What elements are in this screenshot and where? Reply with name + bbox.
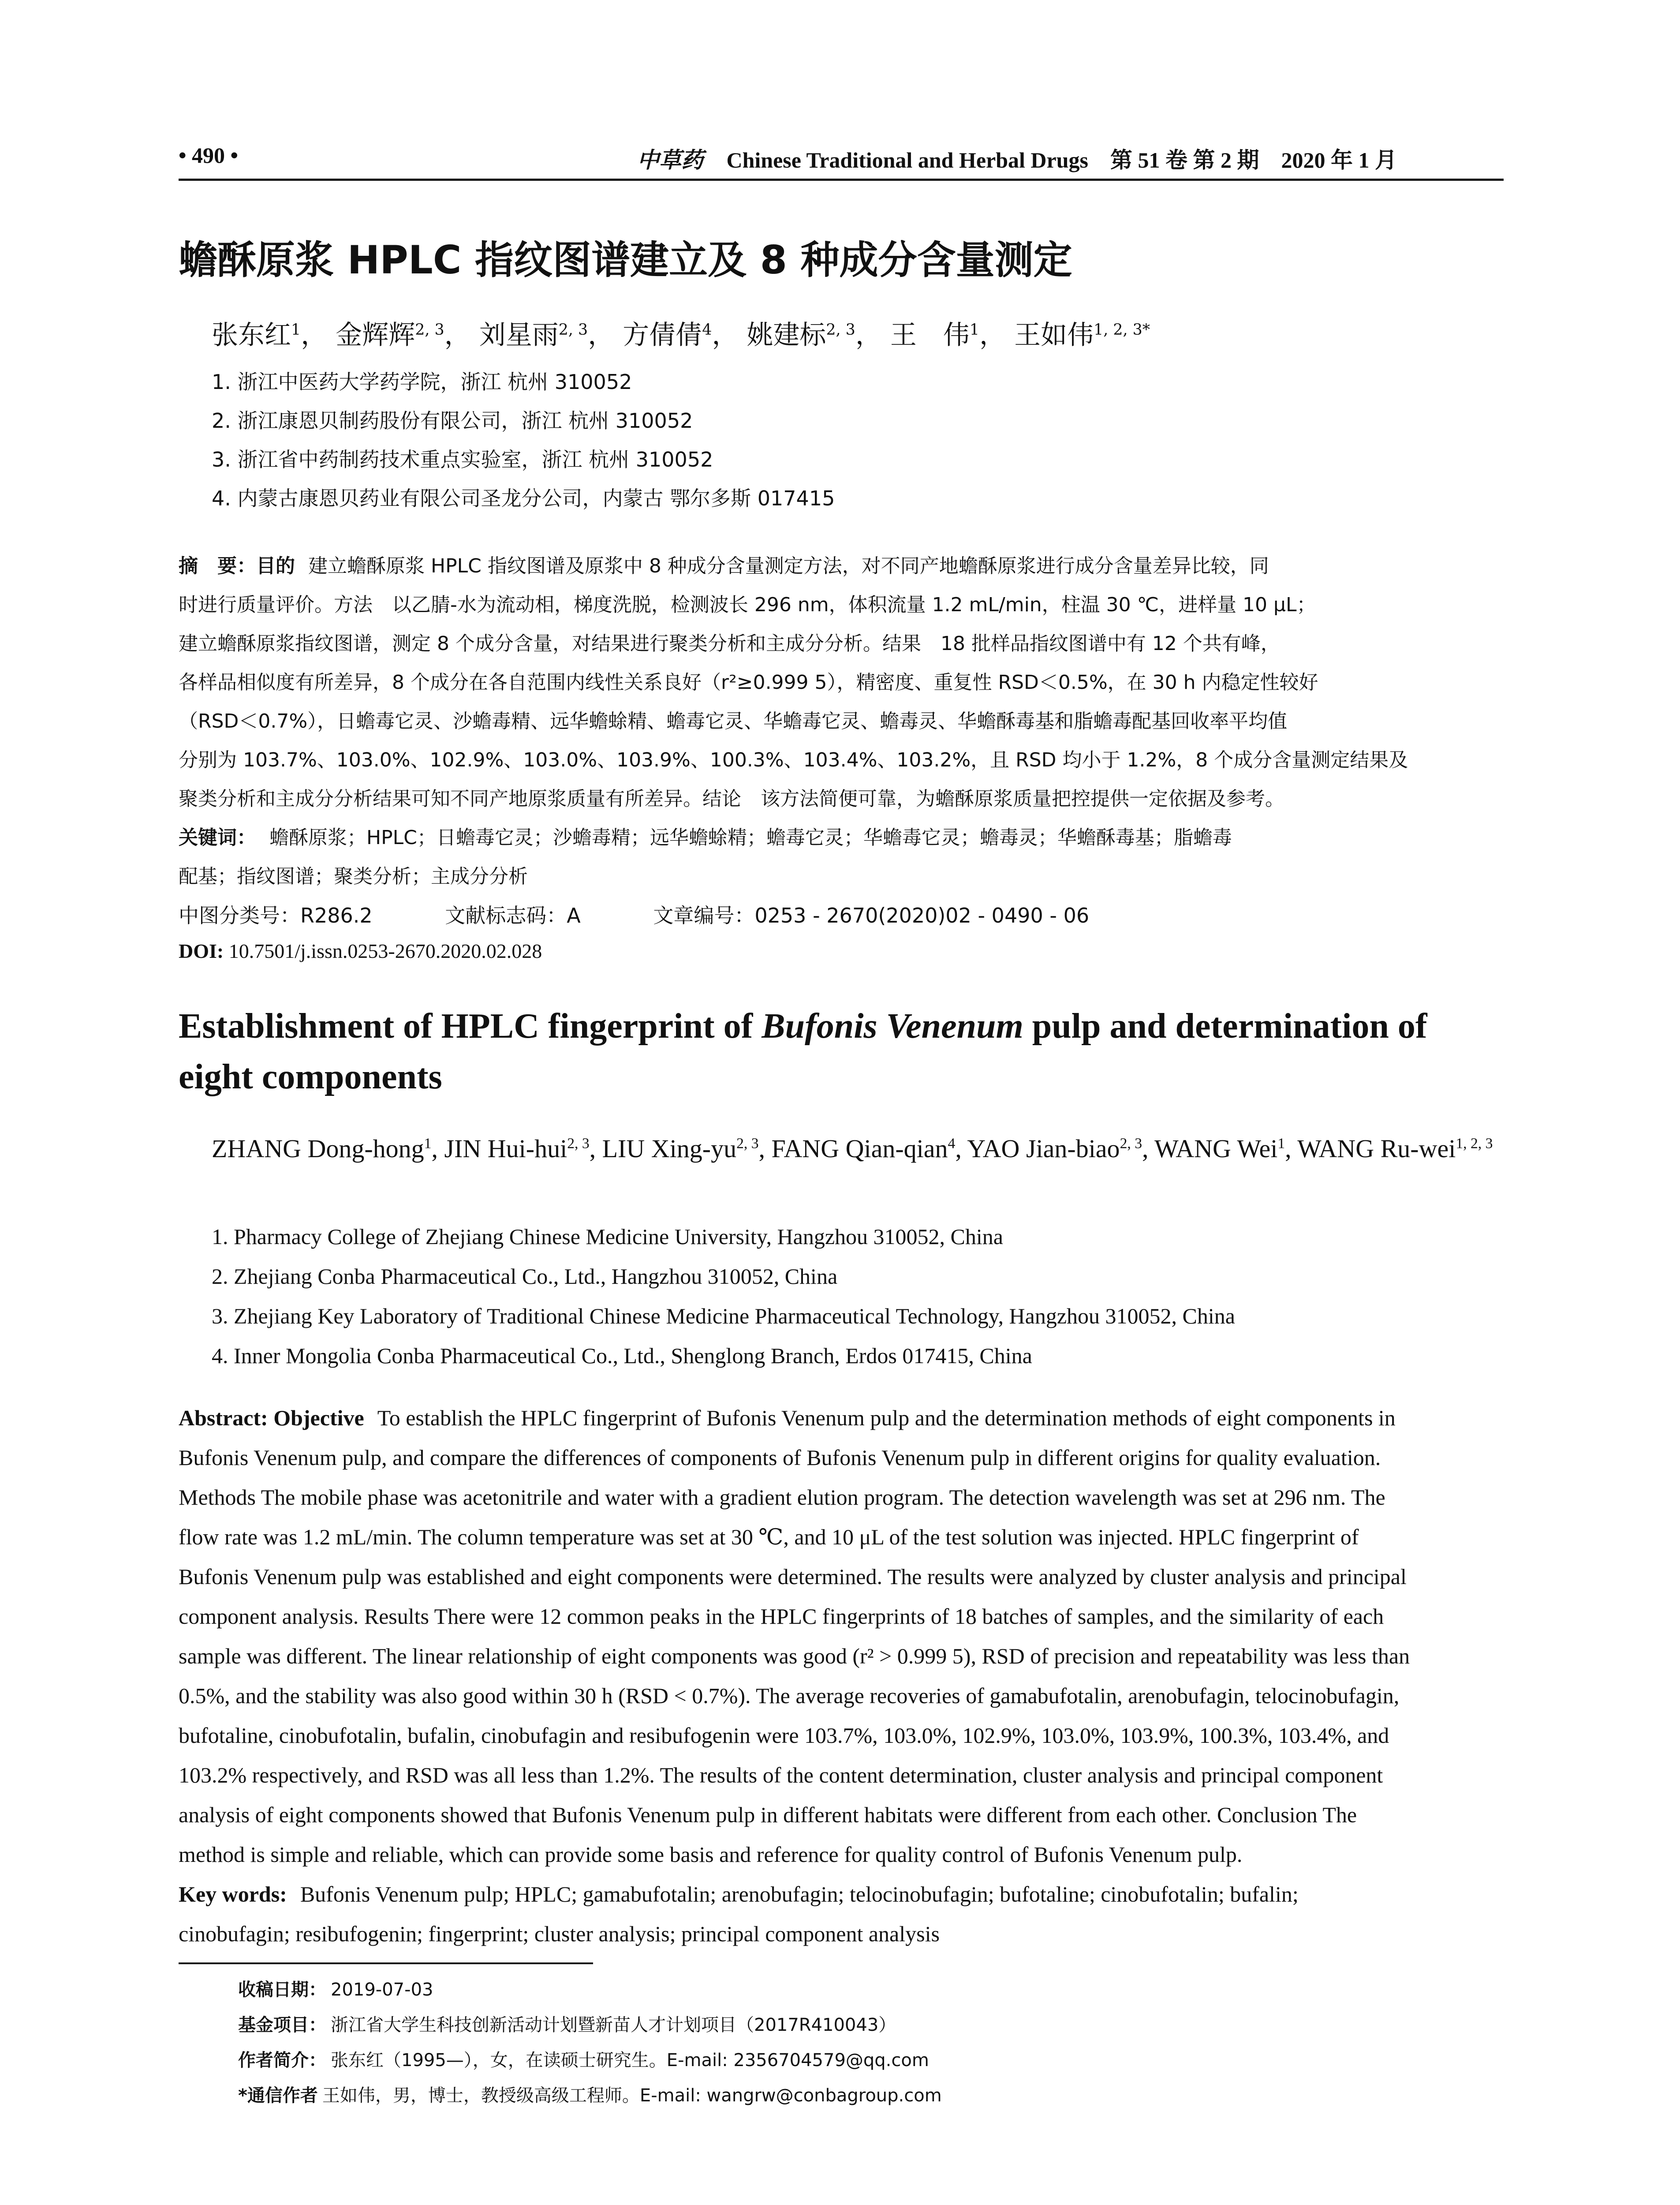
- classification-row: [179, 900, 1155, 929]
- chinese-affiliation: 1. 浙江中医药大学药学院，浙江 杭州 310052: [212, 370, 632, 394]
- footnote-author-bio: 作者简介： 张东红（1995—），女，在读硕士研究生。E-mail: 2356704579@qq.com: [238, 2050, 929, 2070]
- footnote-divider: [179, 1962, 593, 1964]
- author: WANG Wei$^1$: [1154, 1134, 1285, 1163]
- english-affiliation: 2. Zhejiang Conba Pharmaceutical Co., Ltd., Hangzhou 310052, China: [212, 1264, 838, 1289]
- footnote-corresponding: *通信作者 王如伟，男，博士，教授级高级工程师。E-mail: wangrw@conbagroup.com: [238, 2085, 942, 2106]
- author: 方倩倩$^4$: [623, 320, 712, 351]
- english-affiliation: 3. Zhejiang Key Laboratory of Traditional Chinese Medicine Pharmaceutical Technology, Hangzhou 310052, China: [212, 1304, 1235, 1328]
- author: 王如伟$^{1, 2, 3*}$: [1014, 320, 1150, 351]
- footnote-funding: 基金项目： 浙江省大学生科技创新活动计划暨新苗人才计划项目（2017R410043）: [238, 2015, 896, 2035]
- journal-info: Chinese Traditional and Herbal Drugs 第 51 卷 第 2 期 2020 年 1 月: [726, 148, 1397, 172]
- chinese-abstract: 摘 要：目的 建立蟾酥原浆 HPLC 指纹图谱及原浆中 8 种成分含量测定方法，对不同产地蟾酥原浆进行成分含量差异比较，同 时进行质量评价。方法 以乙腈-水为流动相，梯度洗脱，检测波长 296 nm，体积流量 1.2 mL/min，柱温 30 ℃，进样量 10 μL； 建立蟾酥原浆指纹图谱，测定 8 个成分含量，对结果进行聚类分析和主成分分析。结果 18 批样品指纹图谱中有 12 个共有峰， 各样品相似度有所差异，8 个成分在各自范围内线性关系良好（r²≥0.999 5），精密度、重复性 RSD＜0.5%，在 30 h 内稳定性较好 （RSD＜0.7%），日蟾毒它灵、沙蟾毒精、远华蟾蜍精、蟾毒它灵、华蟾毒它灵、蟾毒灵、华蟾酥毒基和脂蟾毒配基回收率平均值 分别为 103.7%、103.0%、102.9%、103.0%、103.9%、100.3%、103.4%、103.2%，且 RSD 均小于 1.2%，8 个成分含量测定结果及 聚类分析和主成分分析结果可知不同产地原浆质量有所差异。结论 该方法简便可靠，为蟾酥原浆质量把控提供一定依据及参考。 关键词： 蟾酥原浆；HPLC；日蟾毒它灵；沙蟾毒精；远华蟾蜍精；蟾毒它灵；华蟾毒它灵；蟾毒灵；华蟾酥毒基；脂蟾毒 配基；指纹图谱；聚类分析；主成分分析: [179, 555, 1408, 888]
- author: LIU Xing-yu$^{2, 3}$: [602, 1134, 759, 1163]
- english-title: Establishment of HPLC fingerprint of Bufonis Venenum pulp and determination of eight components: [179, 1007, 1427, 1096]
- english-affiliation: 1. Pharmacy College of Zhejiang Chinese Medicine University, Hangzhou 310052, China: [212, 1224, 1003, 1249]
- keywords-label: Key words:: [179, 1882, 287, 1906]
- doi-link[interactable]: 10.7501/j.issn.0253-2670.2020.02.028: [228, 940, 542, 962]
- page-number: • 490 •: [179, 143, 239, 168]
- footnote-received: 收稿日期： 2019-07-03: [238, 1980, 433, 2000]
- chinese-title: 蟾酥原浆 HPLC 指纹图谱建立及 8 种成分含量测定: [179, 237, 1072, 283]
- abstract-label: 摘 要：目的: [179, 555, 295, 577]
- chinese-authors: 张东红$^1$， 金辉辉$^{2, 3}$， 刘星雨$^{2, 3}$， 方倩倩$^4$， 姚建标$^{2, 3}$， 王 伟$^1$， 王如伟$^{1, 2, 3*}$: [212, 320, 1150, 351]
- document-code: 文献标志码：A: [445, 904, 581, 927]
- running-header: [179, 139, 1504, 181]
- article-number: 文章编号：0253 - 2670(2020)02 - 0490 - 06: [653, 904, 1090, 927]
- chinese-affiliation: 4. 内蒙古康恩贝药业有限公司圣龙分公司，内蒙古 鄂尔多斯 017415: [212, 486, 835, 510]
- english-affiliation: 4. Inner Mongolia Conba Pharmaceutical Co., Ltd., Shenglong Branch, Erdos 017415, China: [212, 1343, 1032, 1368]
- author: JIN Hui-hui$^{2, 3}$: [444, 1134, 590, 1163]
- english-authors: ZHANG Dong-hong$^1$, JIN Hui-hui$^{2, 3}$, LIU Xing-yu$^{2, 3}$, FANG Qian-qian$^4$, YAO Jian-biao$^{2, 3}$, WANG Wei$^1$, WANG Ru-wei$^{1, 2, 3}$: [212, 1134, 1493, 1163]
- author: 金辉辉$^{2, 3}$: [336, 320, 444, 351]
- author: 张东红$^1$: [212, 320, 301, 351]
- journal-logo: 中草药: [637, 147, 703, 173]
- chinese-affiliation: 3. 浙江省中药制药技术重点实验室，浙江 杭州 310052: [212, 448, 713, 471]
- doi: DOI: 10.7501/j.issn.0253-2670.2020.02.028: [179, 940, 542, 962]
- classification-number: 中图分类号：R286.2: [179, 904, 373, 927]
- author: WANG Ru-wei$^{1, 2, 3}$: [1297, 1134, 1493, 1163]
- journal-header: [637, 142, 1397, 174]
- author: 姚建标$^{2, 3}$: [747, 320, 855, 351]
- author: FANG Qian-qian$^4$: [771, 1134, 956, 1163]
- author: 王 伟$^1$: [890, 320, 980, 351]
- keywords-label: 关键词：: [179, 826, 256, 849]
- author: 刘星雨$^{2, 3}$: [479, 320, 588, 351]
- chinese-affiliation: 2. 浙江康恩贝制药股份有限公司，浙江 杭州 310052: [212, 409, 693, 433]
- abstract-label: Abstract: Objective: [179, 1405, 364, 1430]
- author: ZHANG Dong-hong$^1$: [212, 1134, 432, 1163]
- english-abstract: Abstract: Objective To establish the HPLC fingerprint of Bufonis Venenum pulp and the determination methods of eight components in Bufonis Venenum pulp, and compare the differences of components of Bufonis Venenum pulp in different origins for quality evaluation. Methods The mobile phase was acetonitrile and water with a gradient elution program. The detection wavelength was set at 296 nm. The flow rate was 1.2 mL/min. The column temperature was set at 30 ℃, and 10 μL of the test solution was injected. HPLC fingerprint of Bufonis Venenum pulp was established and eight components were determined. The results were analyzed by cluster analysis and principal component analysis. Results There were 12 common peaks in the HPLC fingerprints of 18 batches of samples, and the similarity of each sample was different. The linear relationship of eight components was good (r² > 0.999 5), RSD of precision and repeatability was less than 0.5%, and the stability was also good within 30 h (RSD < 0.7%). The average recoveries of gamabufotalin, arenobufagin, telocinobufagin, bufotaline, cinobufotalin, bufalin, cinobufagin and resibufogenin were 103.7%, 103.0%, 102.9%, 103.0%, 103.9%, 100.3%, 103.4%, and 103.2% respectively, and RSD was all less than 1.2%. The results of the content determination, cluster analysis and principal component analysis of eight components showed that Bufonis Venenum pulp in different habitats were different from each other. Conclusion The method is simple and reliable, which can provide some basis and reference for quality control of Bufonis Venenum pulp. Key words: Bufonis Venenum pulp; HPLC; gamabufotalin; arenobufagin; telocinobufagin; bufotaline; cinobufotalin; bufalin; cinobufagin; resibufogenin; fingerprint; cluster analysis; principal component analysis: [179, 1405, 1410, 1946]
- author: YAO Jian-biao$^{2, 3}$: [967, 1134, 1142, 1163]
